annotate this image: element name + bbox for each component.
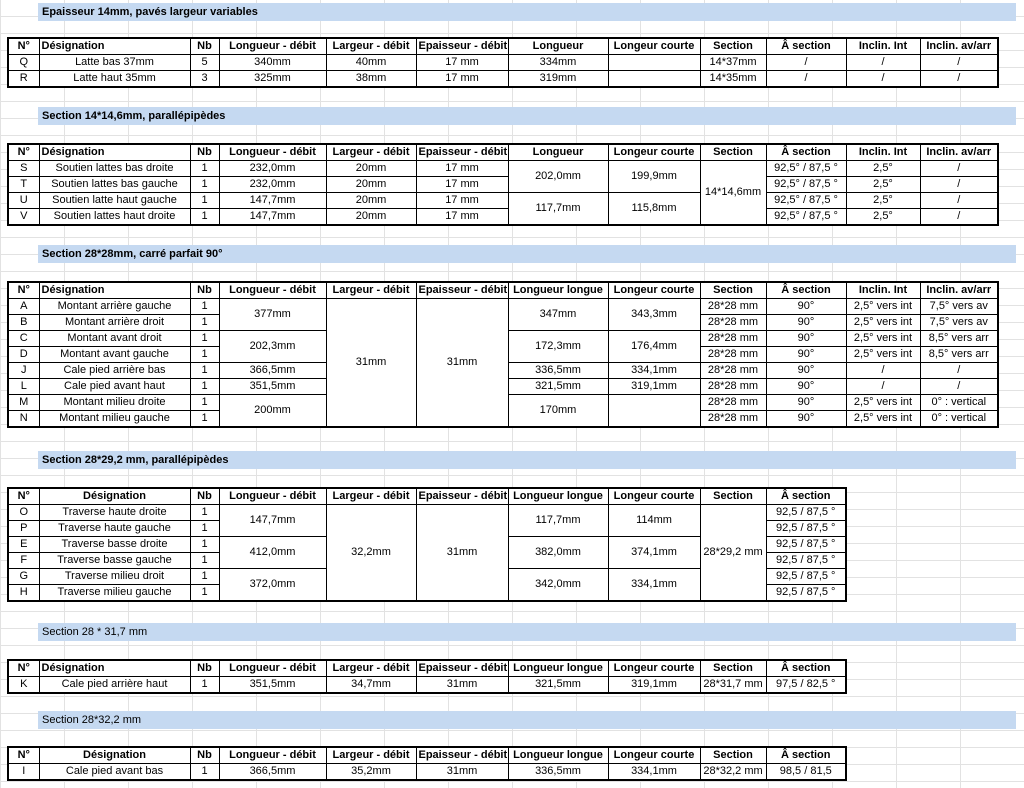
col-header: Section: [700, 488, 766, 505]
cell[interactable]: 319,1mm: [608, 379, 700, 395]
cell[interactable]: 117,7mm: [508, 505, 608, 537]
col-header: Longueur: [508, 38, 608, 55]
cell[interactable]: 14*35mm: [700, 71, 766, 88]
cell[interactable]: 3: [190, 71, 219, 88]
col-header: Longeur courte: [608, 38, 700, 55]
cell[interactable]: Cale pied avant haut: [39, 379, 190, 395]
cell[interactable]: Traverse haute gauche: [39, 521, 190, 537]
cell[interactable]: I: [8, 764, 39, 781]
cell[interactable]: 20mm: [326, 177, 416, 193]
col-header: Longueur longue: [508, 660, 608, 677]
cell[interactable]: 2,5° vers int: [846, 347, 920, 363]
cell[interactable]: 2,5° vers int: [846, 331, 920, 347]
cell[interactable]: 92,5 / 87,5 °: [766, 553, 846, 569]
header-row: [8, 38, 998, 55]
col-header: Largeur - débit: [326, 660, 416, 677]
cell[interactable]: 97,5 / 82,5 °: [766, 677, 846, 694]
table-row: [8, 677, 846, 694]
cell[interactable]: H: [8, 585, 39, 602]
cell[interactable]: 115,8mm: [608, 193, 700, 226]
cell[interactable]: 28*28 mm: [700, 331, 766, 347]
cell[interactable]: 20mm: [326, 209, 416, 226]
cell[interactable]: /: [920, 209, 998, 226]
table-section-5: [7, 659, 847, 694]
cell[interactable]: /: [846, 363, 920, 379]
cell[interactable]: Q: [8, 55, 39, 71]
col-header: Section: [700, 144, 766, 161]
cell[interactable]: Montant arrière droit: [39, 315, 190, 331]
cell[interactable]: T: [8, 177, 39, 193]
col-header: Inclin. Int: [846, 38, 920, 55]
cell[interactable]: 17 mm: [416, 71, 508, 88]
cell[interactable]: [608, 71, 700, 88]
cell[interactable]: C: [8, 331, 39, 347]
cell[interactable]: 1: [190, 177, 219, 193]
cell[interactable]: R: [8, 71, 39, 88]
col-header: Nb: [190, 38, 219, 55]
cell[interactable]: 2,5° vers int: [846, 315, 920, 331]
col-header: Â section: [766, 144, 846, 161]
cell[interactable]: 202,3mm: [219, 331, 326, 363]
col-header: Longueur: [508, 144, 608, 161]
cell[interactable]: [608, 55, 700, 71]
cell[interactable]: 336,5mm: [508, 363, 608, 379]
col-header: Longueur - débit: [219, 488, 326, 505]
cell[interactable]: 90°: [766, 363, 846, 379]
col-header: Epaisseur - débit: [416, 747, 508, 764]
col-header: Â section: [766, 488, 846, 505]
col-header: N°: [8, 747, 39, 764]
header-row: [8, 282, 998, 299]
col-header: Nb: [190, 144, 219, 161]
section-title-3: Section 28*28mm, carré parfait 90°: [38, 245, 1016, 263]
cell[interactable]: 34,7mm: [326, 677, 416, 694]
cell[interactable]: 7,5° vers av: [920, 315, 998, 331]
cell[interactable]: /: [766, 71, 846, 88]
table-section-3: [7, 281, 999, 428]
section-title-2: Section 14*14,6mm, parallépipèdes: [38, 107, 1016, 125]
cell[interactable]: 377mm: [219, 299, 326, 331]
header-row: [8, 144, 998, 161]
col-header: N°: [8, 282, 39, 299]
cell[interactable]: Montant arrière gauche: [39, 299, 190, 315]
cell[interactable]: 0° : vertical: [920, 395, 998, 411]
col-header: Epaisseur - débit: [416, 282, 508, 299]
cell[interactable]: 2,5°: [846, 209, 920, 226]
table-row: [8, 193, 998, 209]
cell[interactable]: 28*28 mm: [700, 379, 766, 395]
cell[interactable]: 232,0mm: [219, 177, 326, 193]
cell[interactable]: 5: [190, 55, 219, 71]
cell[interactable]: 28*32,2 mm: [700, 764, 766, 781]
col-header: Désignation: [39, 38, 190, 55]
table-section-2: [7, 143, 999, 226]
cell[interactable]: Latte haut 35mm: [39, 71, 190, 88]
col-header: Longueur - débit: [219, 38, 326, 55]
cell[interactable]: 7,5° vers av: [920, 299, 998, 315]
cell[interactable]: 2,5° vers int: [846, 395, 920, 411]
col-header: Longeur courte: [608, 747, 700, 764]
cell[interactable]: V: [8, 209, 39, 226]
col-header: Nb: [190, 747, 219, 764]
col-header: Inclin. av/arr: [920, 38, 998, 55]
col-header: Largeur - débit: [326, 747, 416, 764]
table-row: [8, 209, 998, 226]
cell[interactable]: 2,5°: [846, 193, 920, 209]
cell[interactable]: Cale pied avant bas: [39, 764, 190, 781]
cell[interactable]: 90°: [766, 331, 846, 347]
col-header: Epaisseur - débit: [416, 144, 508, 161]
col-header: Longeur courte: [608, 144, 700, 161]
table-row: [8, 161, 998, 177]
cell[interactable]: 90°: [766, 299, 846, 315]
cell[interactable]: 1: [190, 764, 219, 781]
cell[interactable]: 366,5mm: [219, 764, 326, 781]
cell[interactable]: 31mm: [326, 299, 416, 428]
col-header: N°: [8, 144, 39, 161]
cell[interactable]: 1: [190, 521, 219, 537]
table-section-4: [7, 487, 847, 602]
cell[interactable]: D: [8, 347, 39, 363]
cell[interactable]: 372,0mm: [219, 569, 326, 602]
cell[interactable]: Traverse milieu droit: [39, 569, 190, 585]
cell[interactable]: 14*37mm: [700, 55, 766, 71]
cell[interactable]: L: [8, 379, 39, 395]
cell[interactable]: 90°: [766, 395, 846, 411]
cell[interactable]: Traverse haute droite: [39, 505, 190, 521]
cell[interactable]: 17 mm: [416, 161, 508, 177]
cell[interactable]: /: [846, 379, 920, 395]
cell[interactable]: 382,0mm: [508, 537, 608, 569]
col-header: Â section: [766, 660, 846, 677]
cell[interactable]: 31mm: [416, 677, 508, 694]
cell[interactable]: 90°: [766, 379, 846, 395]
cell[interactable]: 351,5mm: [219, 379, 326, 395]
col-header: Section: [700, 747, 766, 764]
header-row: [8, 747, 846, 764]
col-header: Inclin. av/arr: [920, 144, 998, 161]
cell[interactable]: 321,5mm: [508, 677, 608, 694]
col-header: Â section: [766, 282, 846, 299]
cell[interactable]: Montant avant droit: [39, 331, 190, 347]
cell[interactable]: 2,5° vers int: [846, 299, 920, 315]
cell[interactable]: 92,5 / 87,5 °: [766, 585, 846, 602]
col-header: Largeur - débit: [326, 144, 416, 161]
cell[interactable]: O: [8, 505, 39, 521]
cell[interactable]: /: [846, 71, 920, 88]
cell[interactable]: N: [8, 411, 39, 428]
cell[interactable]: 117,7mm: [508, 193, 608, 226]
cell[interactable]: Montant milieu droite: [39, 395, 190, 411]
cell[interactable]: 1: [190, 553, 219, 569]
col-header: Epaisseur - débit: [416, 660, 508, 677]
cell[interactable]: 176,4mm: [608, 331, 700, 363]
col-header: Longueur longue: [508, 282, 608, 299]
cell[interactable]: P: [8, 521, 39, 537]
cell[interactable]: 92,5° / 87,5 °: [766, 177, 846, 193]
cell[interactable]: 28*28 mm: [700, 395, 766, 411]
section-title-4: Section 28*29,2 mm, parallépipèdes: [38, 451, 1016, 469]
col-header: Longeur courte: [608, 660, 700, 677]
cell[interactable]: 98,5 / 81,5: [766, 764, 846, 781]
cell[interactable]: /: [920, 193, 998, 209]
table-row: [8, 299, 998, 315]
cell[interactable]: 114mm: [608, 505, 700, 537]
cell[interactable]: 2,5° vers int: [846, 411, 920, 428]
cell[interactable]: G: [8, 569, 39, 585]
cell[interactable]: 8,5° vers arr: [920, 331, 998, 347]
col-header: Â section: [766, 38, 846, 55]
cell[interactable]: 1: [190, 193, 219, 209]
cell[interactable]: 20mm: [326, 161, 416, 177]
table-row: [8, 764, 846, 781]
cell[interactable]: 40mm: [326, 55, 416, 71]
table-section-6: [7, 746, 847, 781]
cell[interactable]: 340mm: [219, 55, 326, 71]
col-header: Longueur longue: [508, 747, 608, 764]
section-title-1: Epaisseur 14mm, pavés largeur variables: [38, 3, 1016, 21]
cell[interactable]: Traverse milieu gauche: [39, 585, 190, 602]
cell[interactable]: 1: [190, 395, 219, 411]
cell[interactable]: 28*28 mm: [700, 347, 766, 363]
cell[interactable]: 92,5° / 87,5 °: [766, 209, 846, 226]
cell[interactable]: 1: [190, 299, 219, 315]
cell[interactable]: 14*14,6mm: [700, 161, 766, 226]
col-header: Longueur - débit: [219, 660, 326, 677]
cell[interactable]: 31mm: [416, 299, 508, 428]
cell[interactable]: 321,5mm: [508, 379, 608, 395]
col-header: Désignation: [39, 660, 190, 677]
cell[interactable]: 147,7mm: [219, 193, 326, 209]
cell[interactable]: 92,5° / 87,5 °: [766, 193, 846, 209]
cell[interactable]: 35,2mm: [326, 764, 416, 781]
col-header: Inclin. Int: [846, 282, 920, 299]
cell[interactable]: K: [8, 677, 39, 694]
cell[interactable]: Montant milieu gauche: [39, 411, 190, 428]
cell[interactable]: 172,3mm: [508, 331, 608, 363]
cell[interactable]: Cale pied arrière haut: [39, 677, 190, 694]
col-header: Longueur - débit: [219, 747, 326, 764]
cell[interactable]: Soutien lattes bas droite: [39, 161, 190, 177]
cell[interactable]: 1: [190, 569, 219, 585]
cell[interactable]: /: [766, 55, 846, 71]
cell[interactable]: 92,5 / 87,5 °: [766, 569, 846, 585]
cell[interactable]: [608, 395, 700, 428]
cell[interactable]: 1: [190, 411, 219, 428]
col-header: Largeur - débit: [326, 488, 416, 505]
cell[interactable]: 92,5° / 87,5 °: [766, 161, 846, 177]
table-row: [8, 55, 998, 71]
cell[interactable]: J: [8, 363, 39, 379]
cell[interactable]: 92,5 / 87,5 °: [766, 521, 846, 537]
cell[interactable]: 17 mm: [416, 55, 508, 71]
cell[interactable]: 1: [190, 677, 219, 694]
cell[interactable]: Soutien latte haut gauche: [39, 193, 190, 209]
cell[interactable]: 334mm: [508, 55, 608, 71]
col-header: Désignation: [39, 747, 190, 764]
col-header: Section: [700, 282, 766, 299]
cell[interactable]: Soutien lattes haut droite: [39, 209, 190, 226]
cell[interactable]: 20mm: [326, 193, 416, 209]
cell[interactable]: E: [8, 537, 39, 553]
cell[interactable]: /: [920, 55, 998, 71]
cell[interactable]: 147,7mm: [219, 209, 326, 226]
cell[interactable]: 1: [190, 315, 219, 331]
col-header: Longeur courte: [608, 282, 700, 299]
cell[interactable]: 28*28 mm: [700, 411, 766, 428]
cell[interactable]: Soutien lattes bas gauche: [39, 177, 190, 193]
cell[interactable]: 374,1mm: [608, 537, 700, 569]
cell[interactable]: U: [8, 193, 39, 209]
col-header: Largeur - débit: [326, 38, 416, 55]
cell[interactable]: 342,0mm: [508, 569, 608, 602]
cell[interactable]: 90°: [766, 347, 846, 363]
cell[interactable]: Latte bas 37mm: [39, 55, 190, 71]
cell[interactable]: 366,5mm: [219, 363, 326, 379]
col-header: N°: [8, 660, 39, 677]
col-header: Section: [700, 38, 766, 55]
cell[interactable]: 2,5°: [846, 177, 920, 193]
cell[interactable]: 0° : vertical: [920, 411, 998, 428]
cell[interactable]: B: [8, 315, 39, 331]
cell[interactable]: 334,1mm: [608, 764, 700, 781]
cell[interactable]: 28*28 mm: [700, 299, 766, 315]
col-header: Epaisseur - débit: [416, 488, 508, 505]
cell[interactable]: 17 mm: [416, 209, 508, 226]
cell[interactable]: 38mm: [326, 71, 416, 88]
cell[interactable]: 1: [190, 347, 219, 363]
col-header: Nb: [190, 660, 219, 677]
col-header: Epaisseur - débit: [416, 38, 508, 55]
cell[interactable]: /: [920, 161, 998, 177]
cell[interactable]: 199,9mm: [608, 161, 700, 193]
col-header: Désignation: [39, 144, 190, 161]
cell[interactable]: 347mm: [508, 299, 608, 331]
col-header: Inclin. av/arr: [920, 282, 998, 299]
cell[interactable]: 319mm: [508, 71, 608, 88]
cell[interactable]: 1: [190, 331, 219, 347]
col-header: Nb: [190, 488, 219, 505]
cell[interactable]: 17 mm: [416, 177, 508, 193]
cell[interactable]: Cale pied arrière bas: [39, 363, 190, 379]
cell[interactable]: 1: [190, 161, 219, 177]
cell[interactable]: Traverse basse droite: [39, 537, 190, 553]
cell[interactable]: 28*28 mm: [700, 315, 766, 331]
col-header: Désignation: [39, 488, 190, 505]
header-row: [8, 488, 846, 505]
cell[interactable]: 200mm: [219, 395, 326, 428]
cell[interactable]: M: [8, 395, 39, 411]
cell[interactable]: 1: [190, 379, 219, 395]
cell[interactable]: 412,0mm: [219, 537, 326, 569]
col-header: Section: [700, 660, 766, 677]
cell[interactable]: 32,2mm: [326, 505, 416, 602]
section-title-5: Section 28 * 31,7 mm: [38, 623, 1016, 641]
cell[interactable]: 2,5°: [846, 161, 920, 177]
cell[interactable]: 31mm: [416, 764, 508, 781]
cell[interactable]: A: [8, 299, 39, 315]
col-header: Inclin. Int: [846, 144, 920, 161]
cell[interactable]: 28*31,7 mm: [700, 677, 766, 694]
cell[interactable]: 92,5 / 87,5 °: [766, 537, 846, 553]
col-header: Largeur - débit: [326, 282, 416, 299]
cell[interactable]: 1: [190, 537, 219, 553]
cell[interactable]: /: [920, 379, 998, 395]
cell[interactable]: /: [920, 177, 998, 193]
cell[interactable]: 8,5° vers arr: [920, 347, 998, 363]
section-title-6: Section 28*32,2 mm: [38, 711, 1016, 729]
cell[interactable]: 1: [190, 363, 219, 379]
cell[interactable]: 343,3mm: [608, 299, 700, 331]
cell[interactable]: 1: [190, 505, 219, 521]
cell[interactable]: 319,1mm: [608, 677, 700, 694]
cell[interactable]: 202,0mm: [508, 161, 608, 193]
cell[interactable]: 147,7mm: [219, 505, 326, 537]
cell[interactable]: 28*28 mm: [700, 363, 766, 379]
cell[interactable]: 334,1mm: [608, 569, 700, 602]
cell[interactable]: 28*29,2 mm: [700, 505, 766, 602]
cell[interactable]: 90°: [766, 315, 846, 331]
col-header: N°: [8, 38, 39, 55]
cell[interactable]: /: [920, 71, 998, 88]
table-section-1: [7, 37, 999, 88]
col-header: N°: [8, 488, 39, 505]
col-header: Â section: [766, 747, 846, 764]
cell[interactable]: Traverse basse gauche: [39, 553, 190, 569]
cell[interactable]: /: [846, 55, 920, 71]
table-row: [8, 71, 998, 88]
cell[interactable]: S: [8, 161, 39, 177]
cell[interactable]: Montant avant gauche: [39, 347, 190, 363]
col-header: Longueur - débit: [219, 282, 326, 299]
cell[interactable]: 92,5 / 87,5 °: [766, 505, 846, 521]
cell[interactable]: 170mm: [508, 395, 608, 428]
col-header: Longueur - débit: [219, 144, 326, 161]
cell[interactable]: 325mm: [219, 71, 326, 88]
cell[interactable]: 336,5mm: [508, 764, 608, 781]
cell[interactable]: 90°: [766, 411, 846, 428]
cell[interactable]: 31mm: [416, 505, 508, 602]
cell[interactable]: /: [920, 363, 998, 379]
col-header: Nb: [190, 282, 219, 299]
cell[interactable]: F: [8, 553, 39, 569]
cell[interactable]: 232,0mm: [219, 161, 326, 177]
cell[interactable]: 1: [190, 585, 219, 602]
table-row: [8, 177, 998, 193]
cell[interactable]: 334,1mm: [608, 363, 700, 379]
cell[interactable]: 17 mm: [416, 193, 508, 209]
header-row: [8, 660, 846, 677]
col-header: Longeur courte: [608, 488, 700, 505]
col-header: Longueur longue: [508, 488, 608, 505]
cell[interactable]: 351,5mm: [219, 677, 326, 694]
cell[interactable]: 1: [190, 209, 219, 226]
table-row: [8, 505, 846, 521]
col-header: Désignation: [39, 282, 190, 299]
